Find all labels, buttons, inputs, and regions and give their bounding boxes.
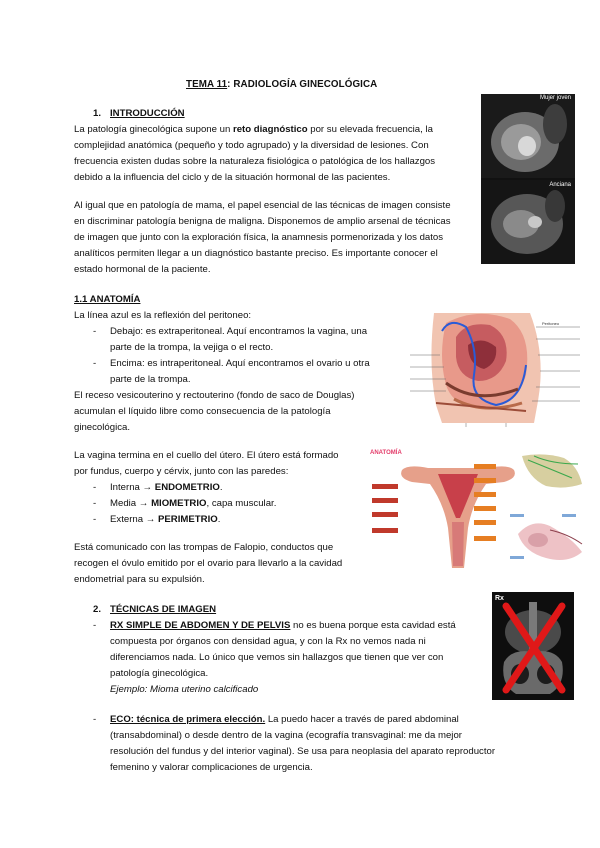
bullet-dash: - <box>93 358 97 369</box>
bullet-1-line-2: parte de la trompa, la vejiga o el recto. <box>110 342 274 353</box>
eco-line-2: (transabdominal) o desde dentro de la vagina (ecografía transvaginal: me da mejor <box>110 730 462 741</box>
mri-top-label: Mujer joven <box>539 95 571 101</box>
section-1-number: 1. <box>93 108 102 119</box>
bullet-1-line-1: Debajo: es extraperitoneal. Aquí encontramos la vagina, una <box>110 326 368 337</box>
receso-line-3: ginecológica. <box>74 422 131 433</box>
page-title: TEMA 11: RADIOLOGÍA GINECOLÓGICA <box>186 79 378 90</box>
trompas-line-1: Está comunicado con las trompas de Falopio, conductos que <box>74 542 334 553</box>
rx-line-2: compuesta por órganos con densidad agua, y con la Rx no vemos nada ni <box>110 636 426 647</box>
xray-figure <box>492 592 574 700</box>
bullet-dash: - <box>93 326 97 337</box>
bullet-dash: - <box>93 482 97 493</box>
intro-line-4: debido a la influencia del ciclo y de la situación hormonal de las pacientes. <box>74 172 391 183</box>
intro-line-3: frecuencia existen dudas sobre la naturaleza fisiológica o patológica de los hallazgos <box>74 156 436 167</box>
sagittal-label: Peritoneo <box>542 321 560 326</box>
anatomy-header: ANATOMÍA <box>370 450 402 456</box>
receso-line-2: acumulan el líquido libre como consecuencia de la patología <box>74 406 331 417</box>
intro-p2-line-1: Al igual que en patología de mama, el papel esencial de las técnicas de imagen consiste <box>74 200 451 211</box>
section-2-heading: TÉCNICAS DE IMAGEN <box>110 604 217 615</box>
bullet-2-line-1: Encima: es intraperitoneal. Aquí encontramos el ovario u otra <box>110 358 370 369</box>
intro-p2-line-3: de imagen que junto con la exploración física, la anamnesis pormenorizada y los datos <box>74 232 444 243</box>
intro-p2-line-5: estado hormonal de la paciente. <box>74 264 211 275</box>
rx-line-4: patología ginecológica. <box>110 668 209 679</box>
receso-line-1: El receso vesicouterino y rectouterino (fondo de saco de Douglas) <box>74 390 355 401</box>
intro-line-1: La patología ginecológica supone un reto diagnóstico por su elevada frecuencia, la <box>74 124 433 135</box>
anatomy-intro: La línea azul es la reflexión del peritoneo: <box>74 310 252 321</box>
bullet-dash: - <box>93 514 97 525</box>
trompas-line-3: endometrial para su expulsión. <box>74 574 205 585</box>
section-1-heading: INTRODUCCIÓN <box>110 108 185 119</box>
xray-label: Rx <box>495 595 504 602</box>
eco-line-4: femenino y valorar complicaciones de urgencia. <box>110 762 313 773</box>
eco-line-1: ECO: técnica de primera elección. La puedo hacer a través de pared abdominal <box>110 714 459 725</box>
intro-line-2: complejidad anatómica (pequeño y todo agrupado) y la diversidad de lesiones. Con <box>74 140 429 151</box>
uterus-anatomy-figure <box>368 448 590 572</box>
uterus-illustration <box>368 448 590 572</box>
vagina-line-1: La vagina termina en el cuello del útero. El útero está formado <box>74 450 339 461</box>
mri-image <box>481 94 575 264</box>
section-1-1-heading: 1.1 ANATOMÍA <box>74 294 141 305</box>
bullet-dash: - <box>93 714 97 725</box>
rx-line-1: RX SIMPLE DE ABDOMEN Y DE PELVIS no es buena porque esta cavidad está <box>110 620 456 631</box>
bullet-2-line-2: parte de la trompa. <box>110 374 191 385</box>
eco-line-3: resolución del fundus y del interior vaginal). Se usa para neoplasia del aparato reproductor <box>110 746 496 757</box>
intro-p2-line-4: analíticos permiten llegar a un diagnóstico bastante preciso. Es importante conocer el <box>74 248 438 259</box>
sagittal-pelvis-figure <box>406 305 584 427</box>
layer-3: Externa → PERIMETRIO. <box>110 514 221 525</box>
rx-line-3: diferenciamos nada. Lo único que vemos sin hallazgos que tienen que ver con <box>110 652 444 663</box>
vagina-line-2: por fundus, cuerpo y cérvix, junto con las paredes: <box>74 466 289 477</box>
trompas-line-2: recogen el óvulo emitido por el ovario para llevarlo a la cavidad <box>74 558 343 569</box>
xray-image <box>492 592 574 700</box>
bullet-dash: - <box>93 620 97 631</box>
bullet-dash: - <box>93 498 97 509</box>
intro-p2-line-2: en discriminar patología benigna de maligna. Disponemos de amplio arsenal de técnicas <box>74 216 451 227</box>
layer-1: Interna → ENDOMETRIO. <box>110 482 223 493</box>
layer-2: Media → MIOMETRIO, capa muscular. <box>110 498 277 509</box>
section-2-number: 2. <box>93 604 102 615</box>
mri-comparison-figure <box>481 94 575 264</box>
mri-bottom-label: Anciana <box>549 182 571 188</box>
rx-example: Ejemplo: Mioma uterino calcificado <box>110 684 259 695</box>
